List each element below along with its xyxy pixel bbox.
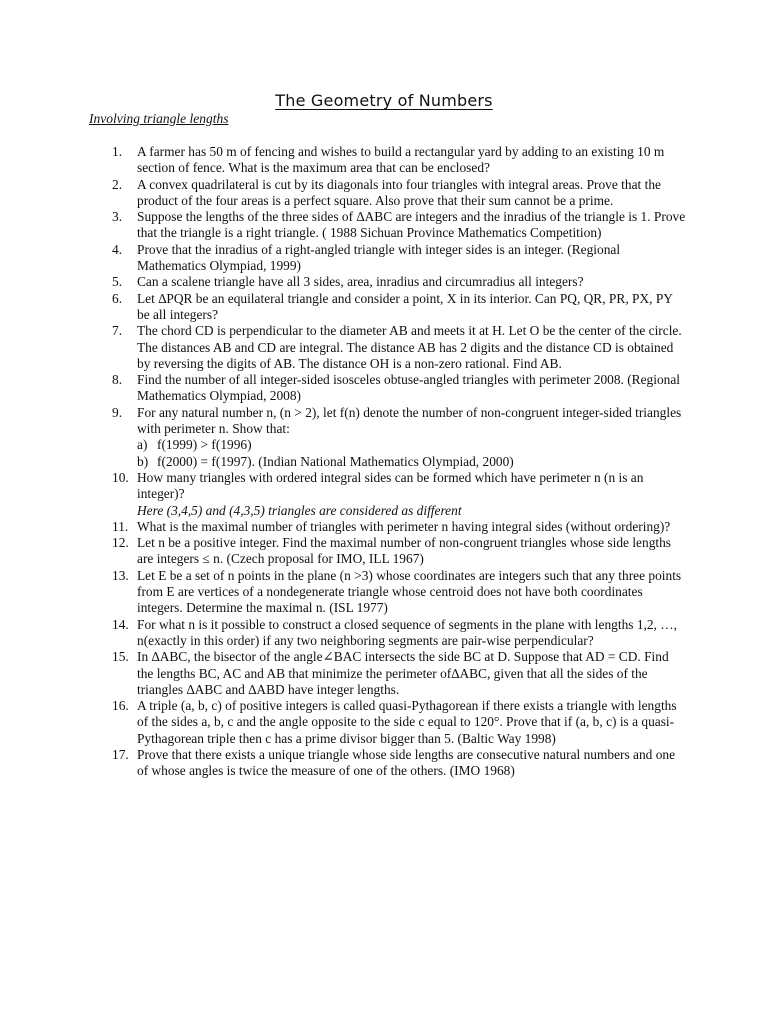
- sub-part: [137, 437, 686, 453]
- sub-part: [137, 454, 686, 470]
- problem-number: 4.: [112, 241, 123, 257]
- problem-number: 14.: [112, 616, 129, 632]
- problem-number: 2.: [112, 176, 123, 192]
- problem-text: In ∆ABC, the bisector of the angle∠BAC intersects the side BC at D. Suppose that AD = CD. Find the lengths BC, AC and AB that minimize the perimeter of∆ABC, given that all the sides of the triangles ∆ABC and ∆ABD have integer lengths.: [137, 649, 669, 697]
- problem-item: [0, 535, 768, 568]
- problem-number: 13.: [112, 567, 129, 583]
- problem-number: 15.: [112, 649, 129, 665]
- problem-item: [0, 649, 768, 698]
- problem-item: [0, 242, 768, 275]
- problem-number: 17.: [112, 746, 129, 762]
- problem-text: Can a scalene triangle have all 3 sides, area, inradius and circumradius all integers?: [137, 274, 584, 290]
- sub-part-label: a): [137, 437, 148, 453]
- problem-item: [0, 291, 768, 324]
- problem-text: Let E be a set of n points in the plane (n >3) whose coordinates are integers such that any three points from E are vertices of a nondegenerate triangle whose centroid does not have both coordinates integers. Determine the maximal n. (ISL 1977): [137, 567, 682, 616]
- problem-item: [0, 372, 768, 405]
- page-title: The Geometry of Numbers: [275, 91, 493, 110]
- problem-number: 1.: [112, 144, 123, 159]
- sub-part-text: f(1999) > f(1996): [157, 437, 252, 453]
- problem-number: 8.: [112, 372, 123, 388]
- problem-item: [0, 747, 768, 780]
- sub-part-label: b): [137, 453, 149, 469]
- problem-number: 6.: [112, 290, 123, 306]
- problem-number: 5.: [112, 274, 123, 290]
- problem-number: 7.: [112, 323, 123, 339]
- problem-text: A farmer has 50 m of fencing and wishes to build a rectangular yard by adding to an existing 10 m section of fence. What is the maximum area that can be enclosed?: [137, 144, 665, 176]
- problem-text: Suppose the lengths of the three sides of ∆ABC are integers and the inradius of the triangle is 1. Prove that the triangle is a right triangle. ( 1988 Sichuan Province Mathematics Competition): [137, 209, 686, 241]
- problem-text: Let ∆PQR be an equilateral triangle and consider a point, X in its interior. Can PQ, QR, PR, PX, PY be all integers?: [137, 290, 673, 322]
- problem-item: [0, 470, 768, 519]
- problem-item: [0, 323, 768, 372]
- sub-part-text: f(2000) = f(1997). (Indian National Mathematics Olympiad, 2000): [157, 453, 514, 469]
- problem-item: [0, 177, 768, 210]
- problem-item: [0, 617, 768, 650]
- problem-text: The chord CD is perpendicular to the diameter AB and meets it at H. Let O be the center of the circle. The distances AB and CD are integral. The distance AB has 2 digits and the distance CD is obtained by reversing the digits of AB. The distance OH is a non-zero rational. Find AB.: [137, 323, 682, 371]
- problem-text: Prove that the inradius of a right-angled triangle with integer sides is an integer. (Regional Mathematics Olympiad, 1999): [137, 241, 621, 274]
- problem-note: Here (3,4,5) and (4,3,5) triangles are considered as different: [137, 502, 462, 518]
- problem-text: A triple (a, b, c) of positive integers is called quasi-Pythagorean if there exists a triangle with lengths of the sides a, b, c and the angle opposite to the side c equal to 120°. Prove that if (a, b, c) is a quasi-Pythagorean triple then c has a prime divisor bigger than 5. (Baltic Way 1998): [137, 698, 677, 746]
- problem-item: [0, 274, 768, 290]
- problem-number: 9.: [112, 404, 123, 420]
- problem-item: [0, 519, 768, 535]
- problem-list: [0, 144, 768, 780]
- section-subtitle: Involving triangle lengths: [89, 111, 229, 126]
- problem-number: 11.: [112, 518, 129, 534]
- problem-text: For what n is it possible to construct a closed sequence of segments in the plane with lengths 1,2, …, n(exactly in this order) if any two neighboring segments are pair-wise perpendicular?: [137, 616, 677, 648]
- problem-number: 3.: [112, 209, 123, 225]
- problem-item: [0, 405, 768, 470]
- problem-text: How many triangles with ordered integral sides can be formed which have perimeter n (n is an integer)?: [137, 469, 644, 502]
- problem-number: 12.: [112, 535, 129, 551]
- problem-item: [0, 568, 768, 617]
- problem-text: For any natural number n, (n > 2), let f(n) denote the number of non-congruent integer-sided triangles with perimeter n. Show that:: [137, 404, 682, 437]
- problem-text: What is the maximal number of triangles with perimeter n having integral sides (without ordering)?: [137, 518, 671, 534]
- problem-text: Prove that there exists a unique triangle whose side lengths are consecutive natural numbers and one of whose angles is twice the measure of one of the others. (IMO 1968): [137, 746, 676, 779]
- problem-text: A convex quadrilateral is cut by its diagonals into four triangles with integral areas. Prove that the product of the four areas is a perfect square. Also prove that their sum cannot be a prime.: [137, 176, 661, 208]
- problem-item: [0, 698, 768, 747]
- problem-text: Find the number of all integer-sided isosceles obtuse-angled triangles with perimeter 2008. (Regional Mathematics Olympiad, 2008): [137, 372, 681, 404]
- problem-item: [0, 209, 768, 242]
- problem-number: 10.: [112, 469, 129, 485]
- problem-item: [0, 144, 768, 177]
- problem-number: 16.: [112, 698, 129, 714]
- problem-text: Let n be a positive integer. Find the maximal number of non-congruent triangles whose side lengths are integers ≤ n. (Czech proposal for IMO, ILL 1967): [137, 535, 672, 567]
